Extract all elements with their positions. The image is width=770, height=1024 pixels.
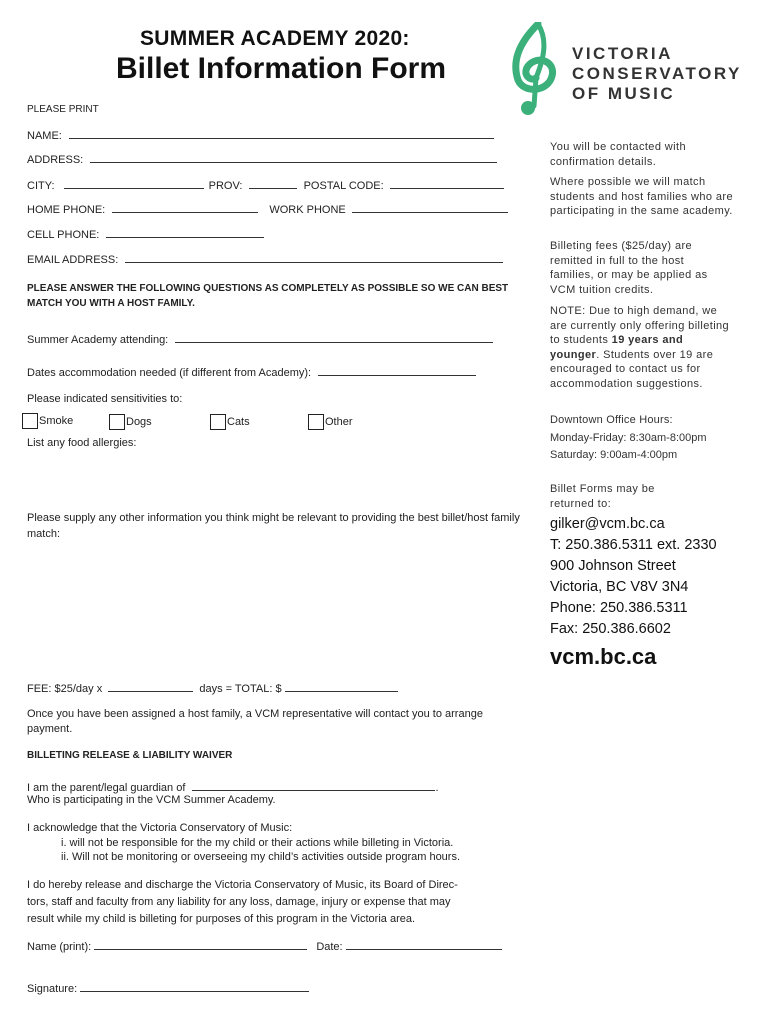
academy-label: Summer Academy attending: [27,334,169,346]
email-field[interactable] [27,251,503,266]
name-input-line[interactable] [69,127,494,139]
release-line-3: result while my child is billeting for purposes of this program in the Victoria area. [27,913,416,925]
vcm-logo [508,22,758,122]
contact-phone: Phone: 250.386.5311 [550,600,688,616]
office-hours-saturday: Saturday: 9:00am-4:00pm [550,449,678,461]
acknowledge-item-2: ii. Will not be monitoring or overseeing my child’s activities outside program hours. [61,851,461,863]
address-field[interactable] [27,151,497,166]
fee-label: FEE: $25/day x [27,683,103,695]
sensitivities-label: Please indicated sensitivities to: [27,393,183,405]
email-input-line[interactable] [125,251,503,263]
please-print-note: PLEASE PRINT [27,104,99,115]
other-label: Other [325,416,353,428]
name-print-label: Name (print): [27,941,92,953]
name-field[interactable] [27,127,494,142]
instructions-heading: PLEASE ANSWER THE FOLLOWING QUESTIONS AS COMPLETELY AS POSSIBLE SO WE CAN BEST MATCH YOU WITH A HOST FAMILY. [27,283,509,309]
guardian-note: Who is participating in the VCM Summer Academy. [27,794,276,806]
work-phone-label: WORK PHONE [269,204,346,216]
assigned-note: Once you have been assigned a host family, a VCM representative will contact you to arrange payment. [27,708,483,735]
sidebar-contacted: You will be contacted with confirmation details. [550,141,686,168]
smoke-checkbox[interactable] [22,413,38,429]
waiver-heading: BILLETING RELEASE & LIABILITY WAIVER [27,750,233,761]
academy-input-line[interactable] [175,331,493,343]
date-input-line[interactable] [346,938,502,950]
fee-total-input-line[interactable] [285,680,398,692]
office-hours-weekday: Monday-Friday: 8:30am-8:00pm [550,432,707,444]
logo-line-2: CONSERVATORY [572,64,742,83]
office-hours-title: Downtown Office Hours: [550,414,673,426]
logo-line-1: VICTORIA [572,44,673,63]
address-label: ADDRESS: [27,154,84,166]
note-text-start: NOTE: Due to high demand, we are currently only offering billeting to students [550,305,730,346]
sidebar-note [550,304,732,391]
logo-line-3: OF MUSIC [572,84,676,103]
home-phone-input-line[interactable] [112,201,258,213]
guardian-input-line[interactable] [192,779,435,791]
guardian-row: I am the parent/legal guardian of . [27,779,439,794]
home-phone-label: HOME PHONE: [27,204,106,216]
city-input-line[interactable] [64,177,204,189]
fee-days-input-line[interactable] [108,680,193,692]
allergies-label: List any food allergies: [27,437,137,449]
other-info-answer-area[interactable] [27,545,522,670]
sidebar-match: Where possible we will match students and host families who are participating in the same academy. [550,176,733,217]
return-note: Billet Forms may be returned to: [550,483,655,510]
cell-phone-input-line[interactable] [106,226,264,238]
dates-input-line[interactable] [318,364,476,376]
page-title: Billet Information Form [116,52,446,85]
dates-label: Dates accommodation needed (if different from Academy): [27,367,312,379]
guardian-label: I am the parent/legal guardian of [27,782,186,794]
dogs-label: Dogs [126,416,152,428]
form-subtitle: SUMMER ACADEMY 2020: [140,27,410,50]
contact-street: 900 Johnson Street [550,558,676,574]
signature-input-line[interactable] [80,980,309,992]
treble-clef-leaf-icon [508,22,560,122]
fee-total-label: days = TOTAL: $ [199,683,282,695]
signature-label: Signature: [27,983,78,995]
phone-row [27,201,508,216]
dogs-checkbox[interactable] [109,414,125,430]
contact-fax: Fax: 250.386.6602 [550,621,671,637]
name-label: NAME: [27,130,62,142]
note-text-end: . Students over 19 are encouraged to contact us for accommodation suggestions. [550,348,714,390]
smoke-label: Smoke [39,415,74,427]
name-print-input-line[interactable] [94,938,307,950]
dates-field[interactable] [27,364,476,379]
contact-telephone: T: 250.386.5311 ext. 2330 [550,537,717,553]
signature-row [27,980,309,995]
fee-row [27,680,398,695]
work-phone-input-line[interactable] [352,201,508,213]
acknowledge-text: I acknowledge that the Victoria Conservatory of Music: [27,822,293,834]
contact-email[interactable]: gilker@vcm.bc.ca [550,516,665,532]
cell-phone-field[interactable] [27,226,264,241]
postal-code-input-line[interactable] [390,177,504,189]
address-input-line[interactable] [90,151,497,163]
acknowledge-item-1: i. will not be responsible for the my child or their actions while billeting in Victoria. [61,837,454,849]
city-row [27,177,504,192]
cell-phone-label: CELL PHONE: [27,229,100,241]
sidebar-fees: Billeting fees ($25/day) are remitted in full to the host families, or may be applied as VCM tuition credits. [550,240,708,296]
academy-field[interactable] [27,331,493,346]
cats-checkbox[interactable] [210,414,226,430]
cats-label: Cats [227,416,250,428]
prov-label: PROV: [208,180,243,192]
release-line-2: tors, staff and faculty from any liability for any loss, damage, injury or expense that may [27,896,451,908]
note-age-limit: 19 years and younger [550,334,684,361]
other-info-label: Please supply any other information you think might be relevant to providing the best billet/host family match: [27,512,520,540]
prov-input-line[interactable] [249,177,297,189]
other-checkbox[interactable] [308,414,324,430]
date-label: Date: [316,941,343,953]
release-line-1: I do hereby release and discharge the Victoria Conservatory of Music, its Board of Direc- [27,879,458,891]
website-link[interactable]: vcm.bc.ca [550,644,657,669]
postal-code-label: POSTAL CODE: [303,180,384,192]
contact-city: Victoria, BC V8V 3N4 [550,579,689,595]
email-label: EMAIL ADDRESS: [27,254,119,266]
name-date-row [27,938,502,953]
allergies-answer-area[interactable] [27,455,522,505]
city-label: CITY: [27,180,55,192]
